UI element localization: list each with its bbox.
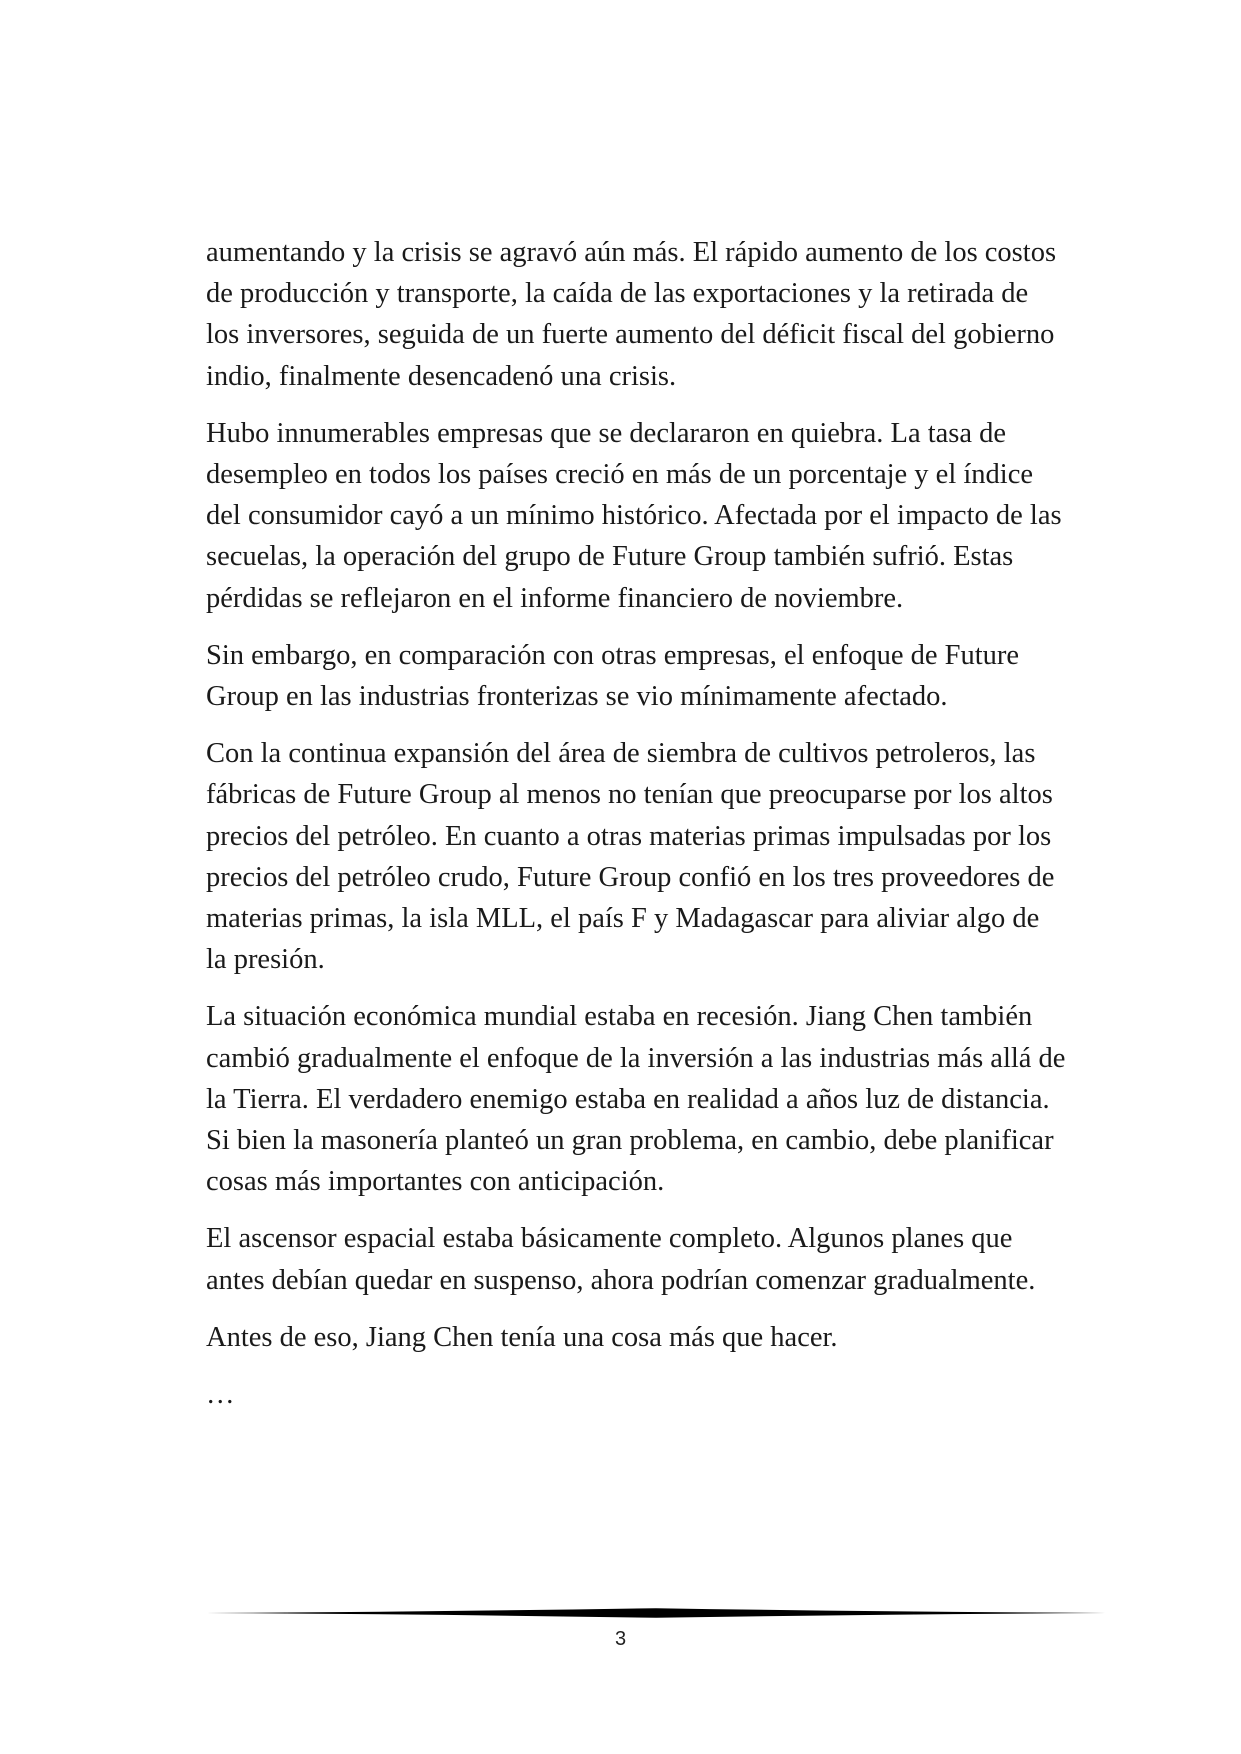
paragraph-5: La situación económica mundial estaba en recesión. Jiang Chen también cambió gradualmente el enfoque de la inversión a las industrias más allá de la Tierra. El verdadero enemigo estaba en realidad a años luz de distancia. Si bien la masonería planteó un gran problema, en cambio, debe planificar cosas más importantes con anticipación. <box>206 1001 1066 1198</box>
paragraph-2: Hubo innumerables empresas que se declararon en quiebra. La tasa de desempleo en todos los países creció en más de un porcentaje y el índice del consumidor cayó a un mínimo histórico. Afectada por el impacto de las secuelas, la operación del grupo de Future Group también sufrió. Estas pérdidas se reflejaron en el informe financiero de noviembre. <box>206 417 1062 614</box>
paragraph-1: aumentando y la crisis se agravó aún más. El rápido aumento de los costos de producción y transporte, la caída de las exportaciones y la retirada de los inversores, seguida de un fuerte aumento del déficit fiscal del gobierno indio, finalmente desencadenó una crisis. <box>206 237 1057 392</box>
page-body <box>206 232 1066 1415</box>
paragraph-3: Sin embargo, en comparación con otras empresas, el enfoque de Future Group en las industrias fronterizas se vio mínimamente afectado. <box>206 639 1020 713</box>
paragraph-4: Con la continua expansión del área de siembra de cultivos petroleros, las fábricas de Future Group al menos no tenían que preocuparse por los altos precios del petróleo. En cuanto a otras materias primas impulsadas por los precios del petróleo crudo, Future Group confió en los tres proveedores de materias primas, la isla MLL, el país F y Madagascar para aliviar algo de la presión. <box>206 738 1055 976</box>
paragraph-7: Antes de eso, Jiang Chen tenía una cosa más que hacer. <box>206 1321 838 1353</box>
footer-rule <box>206 1607 1106 1619</box>
page-number: 3 <box>614 1628 627 1650</box>
paragraph-6: El ascensor espacial estaba básicamente completo. Algunos planes que antes debían quedar en suspenso, ahora podrían comenzar gradualmente. <box>206 1223 1036 1296</box>
section-break-ellipsis: … <box>206 1379 235 1411</box>
